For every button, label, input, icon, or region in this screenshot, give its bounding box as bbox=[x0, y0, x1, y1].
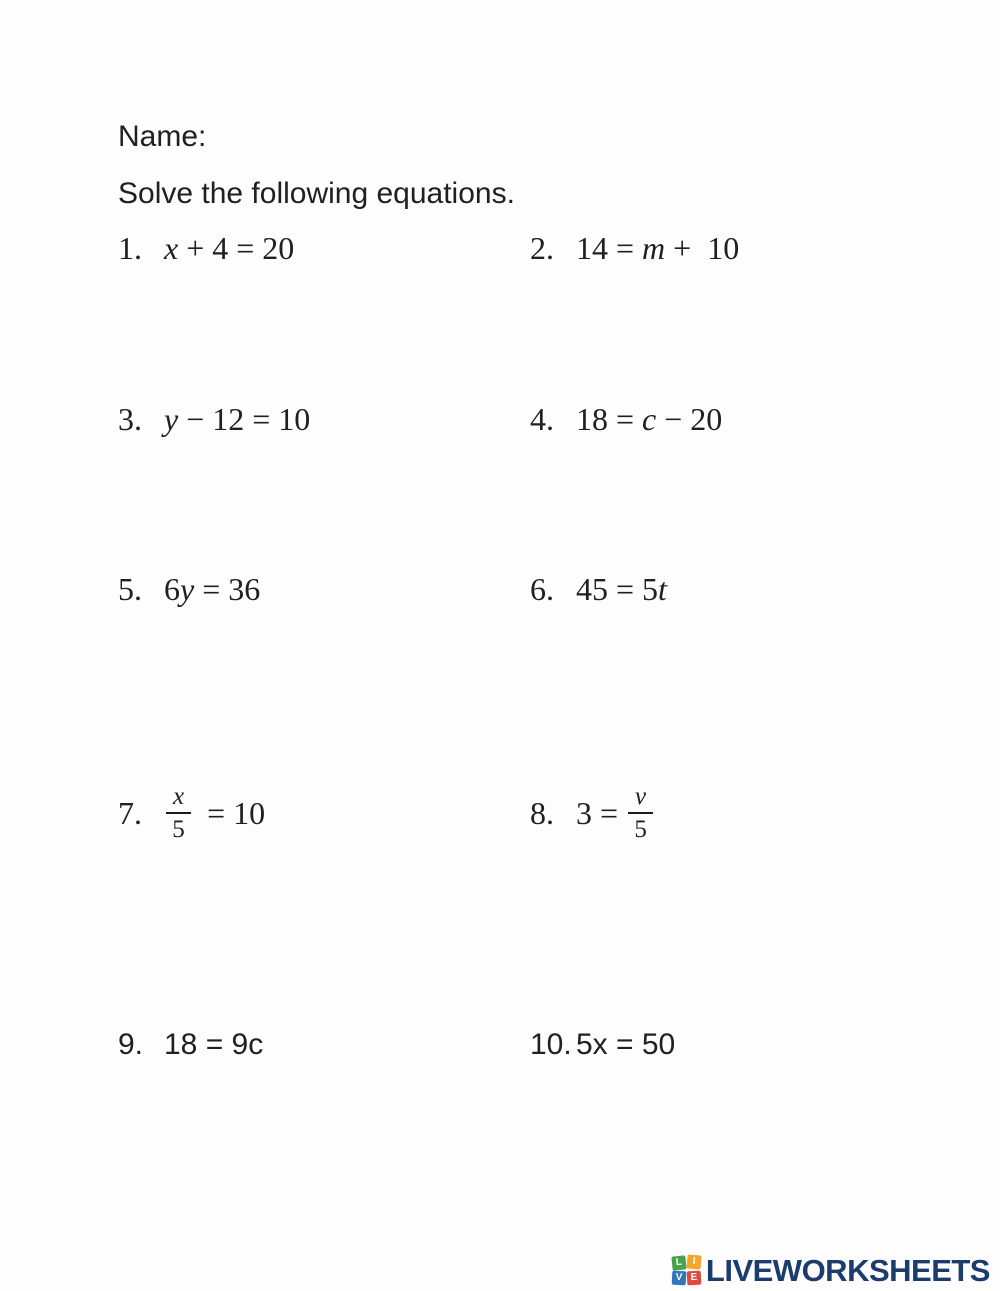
equation-variable: x bbox=[173, 782, 185, 810]
liveworksheets-logo-icon bbox=[672, 1256, 701, 1285]
equation-variable: x bbox=[164, 229, 179, 266]
problem-row bbox=[0, 218, 1000, 278]
equation bbox=[576, 401, 722, 438]
problem-row bbox=[0, 389, 1000, 449]
equation-text: + 4 = 20 bbox=[178, 229, 295, 266]
problem-number: 4. bbox=[530, 400, 554, 437]
problem-number: 1. bbox=[118, 229, 142, 266]
problem-1 bbox=[118, 218, 294, 278]
equation-variable: v bbox=[635, 782, 647, 810]
problem-number: 7. bbox=[118, 794, 142, 831]
equation-variable: m bbox=[642, 229, 666, 266]
problem-number: 2. bbox=[530, 229, 554, 266]
equation bbox=[164, 230, 294, 267]
problem-4 bbox=[530, 389, 722, 449]
equation-text: + 10 bbox=[665, 229, 740, 266]
equation-text: 18 = 9c bbox=[164, 1028, 264, 1061]
problem-row bbox=[0, 773, 1000, 853]
equation-text: 18 = bbox=[576, 400, 643, 437]
logo-letter-v: V bbox=[672, 1271, 687, 1286]
logo-letter-e: E bbox=[687, 1271, 702, 1286]
fraction-numerator bbox=[166, 783, 191, 814]
equation bbox=[164, 1028, 263, 1062]
equation bbox=[576, 1028, 675, 1062]
fraction bbox=[628, 783, 653, 844]
equation-variable: y bbox=[180, 570, 195, 607]
problem-row bbox=[0, 559, 1000, 619]
problem-number: 9. bbox=[118, 1028, 144, 1061]
fraction bbox=[166, 783, 191, 844]
problem-2 bbox=[530, 218, 739, 278]
problem-number: 3. bbox=[118, 400, 142, 437]
problem-8 bbox=[530, 773, 661, 853]
brand-name: LIVEWORKSHEETS bbox=[705, 1253, 990, 1288]
equation-text: = 10 bbox=[199, 794, 266, 831]
equation-text: 5 bbox=[172, 815, 185, 843]
equation bbox=[576, 783, 661, 844]
equation-text: − 12 = 10 bbox=[178, 400, 311, 437]
equation-text: 6 bbox=[164, 570, 180, 607]
equation bbox=[576, 571, 667, 608]
equation bbox=[576, 230, 739, 267]
problem-5 bbox=[118, 559, 260, 619]
problem-9 bbox=[118, 1015, 263, 1075]
problem-number: 6. bbox=[530, 570, 554, 607]
fraction-denominator bbox=[172, 814, 185, 844]
equation-variable: c bbox=[642, 400, 657, 437]
logo-letter-l: L bbox=[671, 1255, 686, 1270]
problem-7 bbox=[118, 773, 265, 853]
fraction-denominator bbox=[634, 814, 647, 844]
instructions-text: Solve the following equations. bbox=[118, 177, 515, 210]
equation-text: 3 = bbox=[576, 794, 627, 831]
fraction-numerator bbox=[628, 783, 653, 814]
problem-10 bbox=[530, 1015, 675, 1075]
equation-text: 14 = bbox=[576, 229, 643, 266]
equation-variable: t bbox=[658, 570, 667, 607]
problem-number: 5. bbox=[118, 570, 142, 607]
problem-3 bbox=[118, 389, 310, 449]
name-label: Name: bbox=[118, 120, 207, 153]
equation bbox=[164, 783, 265, 844]
equation-text: = 36 bbox=[194, 570, 261, 607]
equation-text: 45 = 5 bbox=[576, 570, 659, 607]
logo-letter-i: I bbox=[687, 1255, 702, 1270]
equation-variable: y bbox=[164, 400, 179, 437]
problem-number: 8. bbox=[530, 794, 554, 831]
equation-text: 5 bbox=[634, 815, 647, 843]
equation-text: − 20 bbox=[656, 400, 723, 437]
problem-row bbox=[0, 1015, 1000, 1075]
problem-number: 10. bbox=[530, 1028, 572, 1061]
footer bbox=[672, 1255, 990, 1286]
equation bbox=[164, 571, 260, 608]
equation-text: 5x = 50 bbox=[576, 1028, 676, 1061]
problem-6 bbox=[530, 559, 667, 619]
equation bbox=[164, 401, 310, 438]
